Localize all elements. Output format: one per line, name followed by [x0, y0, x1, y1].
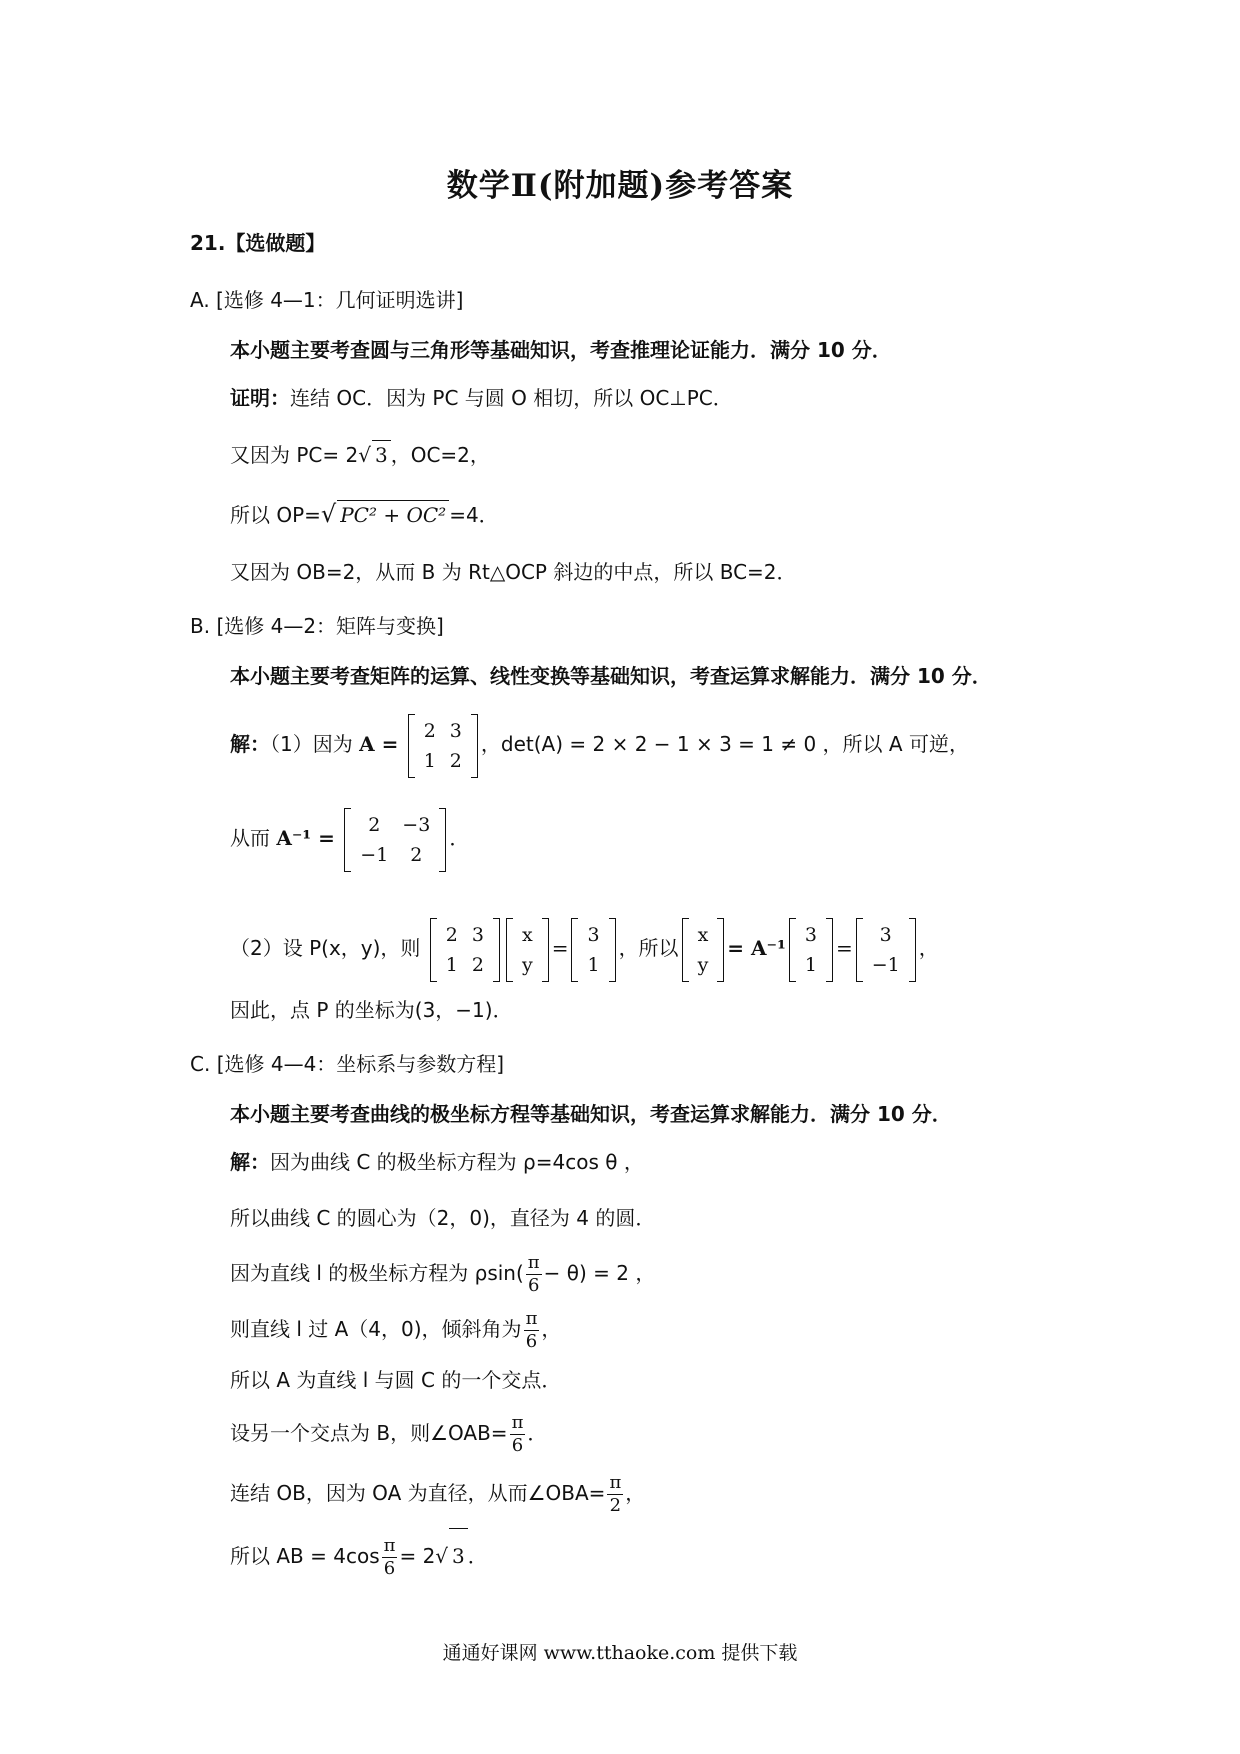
- question-21-heading: 21.【选做题】: [190, 231, 326, 255]
- section-a-line-4: 又因为 OB=2，从而 B 为 Rt△OCP 斜边的中点，所以 BC=2．: [230, 560, 797, 584]
- vector-xy: x y: [506, 918, 549, 982]
- vector-3-minus1: 3 −1: [856, 918, 916, 982]
- matrix-a: 2 3 1 2: [408, 714, 478, 778]
- vector-31-2: 3 1: [789, 918, 833, 982]
- section-c-line-3: 因为直线 l 的极坐标方程为 ρsin( $\frac{\pi}{6}$ − θ) = 2 ，: [230, 1252, 656, 1296]
- section-b-line-3: （2）设 P(x，y)，则 2 3 1 2 x y = 3 1 ，所以 x y = A⁻¹ 3 1 = 3 −1 ，: [230, 910, 939, 986]
- matrix-a-inverse: 2 −3 −1 2: [344, 808, 446, 872]
- section-a-line-3: 所以 OP=√ PC² + OC² =4．: [230, 500, 499, 528]
- section-a-intro: 本小题主要考查圆与三角形等基础知识，考查推理论证能力．满分 10 分．: [230, 338, 892, 362]
- section-c-heading: C. [选修 4—4：坐标系与参数方程]: [190, 1052, 505, 1076]
- section-c-line-6: 设另一个交点为 B，则∠OAB= $\frac{\pi}{6}$ ．: [230, 1412, 548, 1456]
- section-b-line-4: 因此，点 P 的坐标为(3，−1)．: [230, 998, 513, 1022]
- section-c-line-1: 解：因为曲线 C 的极坐标方程为 ρ=4cos θ ，: [230, 1150, 644, 1174]
- section-b-intro: 本小题主要考查矩阵的运算、线性变换等基础知识，考查运算求解能力．满分 10 分．: [230, 664, 992, 688]
- section-b-line-2: 从而 A⁻¹ = 2 −3 −1 2 ．: [230, 800, 469, 876]
- section-a-heading: A. [选修 4—1：几何证明选讲]: [190, 288, 464, 312]
- section-c-intro: 本小题主要考查曲线的极坐标方程等基础知识，考查运算求解能力．满分 10 分．: [230, 1102, 952, 1126]
- section-c-line-4: 则直线 l 过 A（4，0)，倾斜角为 $\frac{\pi}{6}$ ，: [230, 1308, 562, 1352]
- page-title: 数学Ⅱ(附加题)参考答案: [446, 168, 794, 204]
- page-footer: 通通好课网 www.tthaoke.com 提供下载: [442, 1642, 798, 1664]
- section-c-line-5: 所以 A 为直线 l 与圆 C 的一个交点．: [230, 1368, 562, 1392]
- vector-xy-2: x y: [682, 918, 725, 982]
- matrix-a-eq: 2 3 1 2: [430, 918, 500, 982]
- section-c-line-7: 连结 OB，因为 OA 为直径，从而∠OBA= $\frac{\pi}{2}$ ，: [230, 1472, 646, 1516]
- section-c-line-8: 所以 AB = 4cos $\frac{\pi}{6}$ = 2√ 3 ．: [230, 1528, 488, 1583]
- vector-31: 3 1: [571, 918, 615, 982]
- section-a-line-2: 又因为 PC= 2√ 3 ，OC=2，: [230, 440, 490, 469]
- section-c-line-2: 所以曲线 C 的圆心为（2，0)，直径为 4 的圆．: [230, 1206, 656, 1230]
- section-b-line-1: 解：（1）因为 A = 2 3 1 2 ，det(A) = 2 × 2 − 1 × 3 = 1 ≠ 0 ，所以 A 可逆，: [230, 706, 969, 782]
- section-a-line-1: 证明：连结 OC．因为 PC 与圆 O 相切，所以 OC⊥PC．: [230, 386, 733, 410]
- section-b-heading: B. [选修 4—2：矩阵与变换]: [190, 614, 444, 638]
